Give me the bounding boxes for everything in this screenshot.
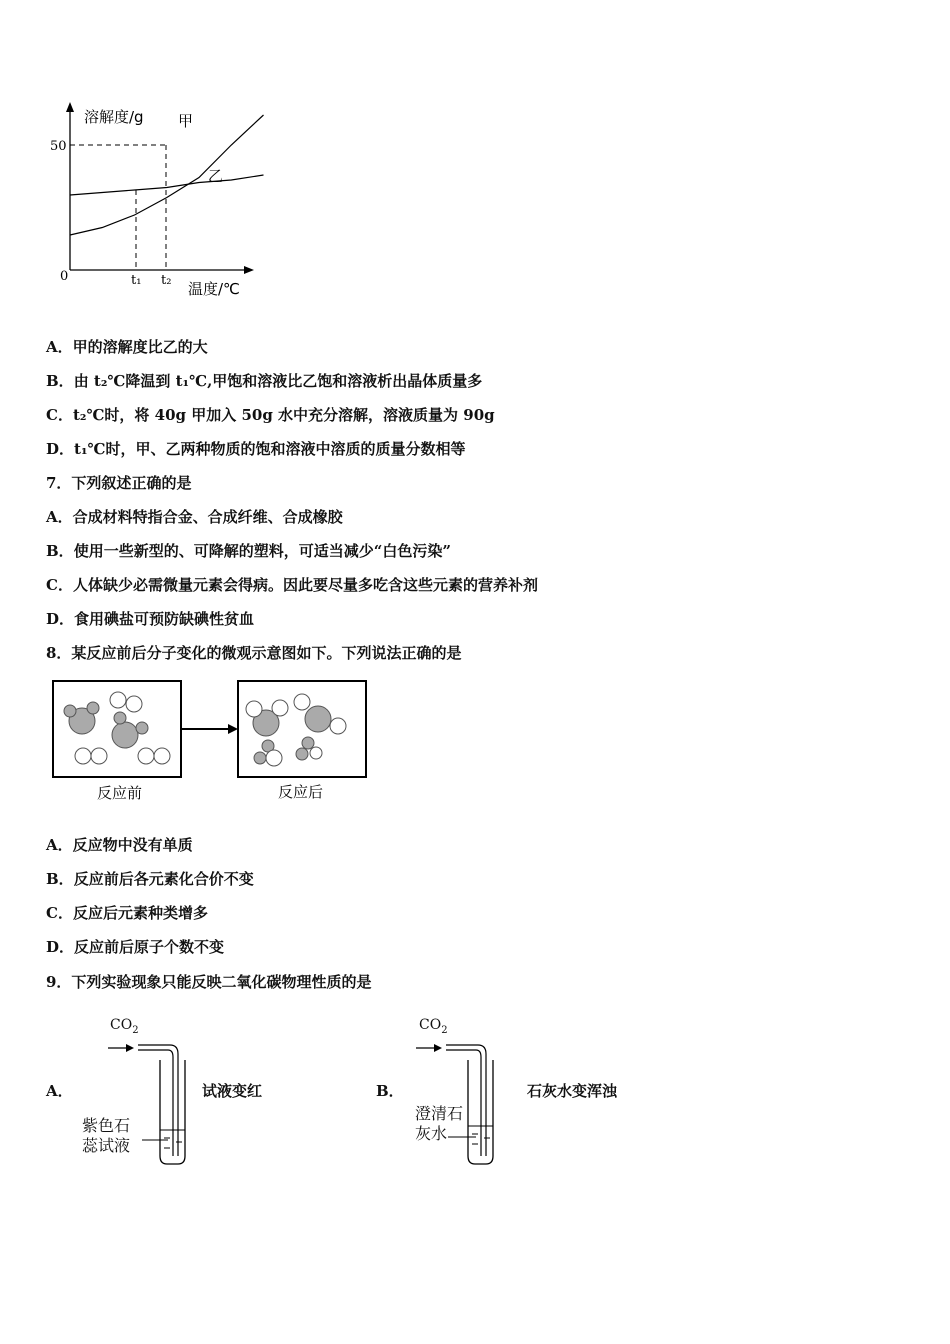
q7-option-a[interactable] — [46, 506, 343, 527]
q6-option-b[interactable] — [46, 370, 482, 391]
y-axis-arrow — [66, 102, 74, 112]
option-text: 反应后元素种类增多 — [72, 904, 208, 922]
molecule-diagram — [50, 676, 370, 806]
q9-a-reagent-label — [82, 1116, 130, 1156]
option-letter: D． — [46, 440, 75, 458]
origin-label: 0 — [60, 269, 69, 284]
option-letter: A． — [46, 508, 73, 526]
option-letter: C． — [46, 406, 73, 424]
atom — [87, 702, 99, 714]
atom — [310, 747, 322, 759]
series-line-jia — [70, 115, 264, 235]
atom — [302, 737, 314, 749]
option-text: 合成材料特指合金、合成纤维、合成橡胶 — [72, 508, 343, 526]
option-text: t₂℃时，将 40g 甲加入 50g 水中充分溶解，溶液质量为 90g — [72, 406, 495, 424]
atom — [330, 718, 346, 734]
option-text: 使用一些新型的、可降解的塑料，可适当减少“白色污染” — [73, 542, 451, 560]
reagent-line: 蕊试液 — [82, 1136, 131, 1155]
option-letter: B． — [46, 372, 74, 390]
atom — [294, 694, 310, 710]
atom — [254, 752, 266, 764]
option-text: 由 t₂℃降温到 t₁℃,甲饱和溶液比乙饱和溶液析出晶体质量多 — [73, 372, 483, 390]
gas-subscript: 2 — [132, 1024, 139, 1036]
gas-formula: CO — [110, 1017, 133, 1033]
option-text: 反应前后各元素化合价不变 — [73, 870, 254, 888]
q8-stem: 8．某反应前后分子变化的微观示意图如下。下列说法正确的是 — [46, 644, 462, 662]
x-axis-label: 温度/℃ — [188, 280, 240, 298]
atom — [110, 692, 126, 708]
atom — [75, 748, 91, 764]
q9-b-test-tube — [416, 1038, 496, 1168]
option-letter: C． — [46, 904, 73, 922]
option-letter: D． — [46, 938, 75, 956]
x-tick-t1: t₁ — [131, 273, 142, 288]
q8-option-c[interactable] — [46, 902, 208, 923]
reagent-line: 澄清石 — [415, 1104, 464, 1123]
q9-b-gas-label — [419, 1017, 448, 1036]
after-label: 反应后 — [278, 783, 324, 801]
atom — [266, 750, 282, 766]
atom — [138, 748, 154, 764]
q6-option-d[interactable] — [46, 438, 466, 459]
q8-option-b[interactable] — [46, 868, 254, 889]
option-text: 食用碘盐可预防缺碘性贫血 — [74, 610, 255, 628]
q7-option-c[interactable] — [46, 574, 538, 595]
atom — [272, 700, 288, 716]
x-axis-arrow — [244, 266, 254, 274]
q9-a-gas-label — [110, 1017, 139, 1036]
q6-option-c[interactable] — [46, 404, 495, 425]
atom — [296, 748, 308, 760]
atom — [136, 722, 148, 734]
atom — [305, 706, 331, 732]
q8-option-d[interactable] — [46, 936, 224, 957]
atom — [91, 748, 107, 764]
atom — [112, 722, 138, 748]
q6-option-a[interactable] — [46, 336, 208, 357]
q7-stem: 7．下列叙述正确的是 — [46, 474, 192, 492]
option-text: 人体缺少必需微量元素会得病。因此要尽量多吃含这些元素的营养补剂 — [72, 576, 538, 594]
q7-option-d[interactable] — [46, 608, 254, 629]
q9-stem: 9．下列实验现象只能反映二氧化碳物理性质的是 — [46, 973, 372, 991]
q9-option-a-result[interactable]: 试液变红 — [202, 1082, 263, 1100]
option-text: 反应前后原子个数不变 — [74, 938, 225, 956]
q9-option-a-letter[interactable]: A． — [46, 1082, 73, 1100]
atom — [64, 705, 76, 717]
option-letter: D． — [46, 610, 75, 628]
option-letter: A． — [46, 836, 73, 854]
option-letter: A． — [46, 338, 73, 356]
q9-option-b-letter[interactable]: B． — [376, 1082, 404, 1100]
option-letter: B． — [46, 542, 74, 560]
y-axis-label: 溶解度/g — [84, 108, 144, 126]
y-tick-50: 50 — [50, 139, 67, 154]
option-text: t₁℃时，甲、乙两种物质的饱和溶液中溶质的质量分数相等 — [74, 440, 466, 458]
option-letter: C． — [46, 576, 73, 594]
atom — [126, 696, 142, 712]
reaction-arrowhead — [228, 724, 238, 734]
option-letter: B． — [46, 870, 74, 888]
series-line-yi — [70, 175, 264, 195]
q9-option-b-result[interactable]: 石灰水变浑浊 — [527, 1082, 618, 1100]
gas-subscript: 2 — [441, 1024, 448, 1036]
q9-b-reagent-label — [415, 1104, 463, 1144]
series-label-jia: 甲 — [178, 112, 194, 130]
before-label: 反应前 — [97, 784, 143, 802]
option-text: 反应物中没有单质 — [72, 836, 193, 854]
q7-option-b[interactable] — [46, 540, 451, 561]
atom — [114, 712, 126, 724]
gas-formula: CO — [419, 1017, 442, 1033]
series-label-yi: 乙 — [208, 167, 224, 185]
atom — [154, 748, 170, 764]
reagent-line: 紫色石 — [82, 1116, 131, 1135]
option-text: 甲的溶解度比乙的大 — [72, 338, 208, 356]
q8-option-a[interactable] — [46, 834, 193, 855]
x-tick-t2: t₂ — [161, 273, 172, 288]
atom — [246, 701, 262, 717]
solubility-chart — [40, 98, 270, 303]
reagent-line: 灰水 — [415, 1124, 448, 1143]
